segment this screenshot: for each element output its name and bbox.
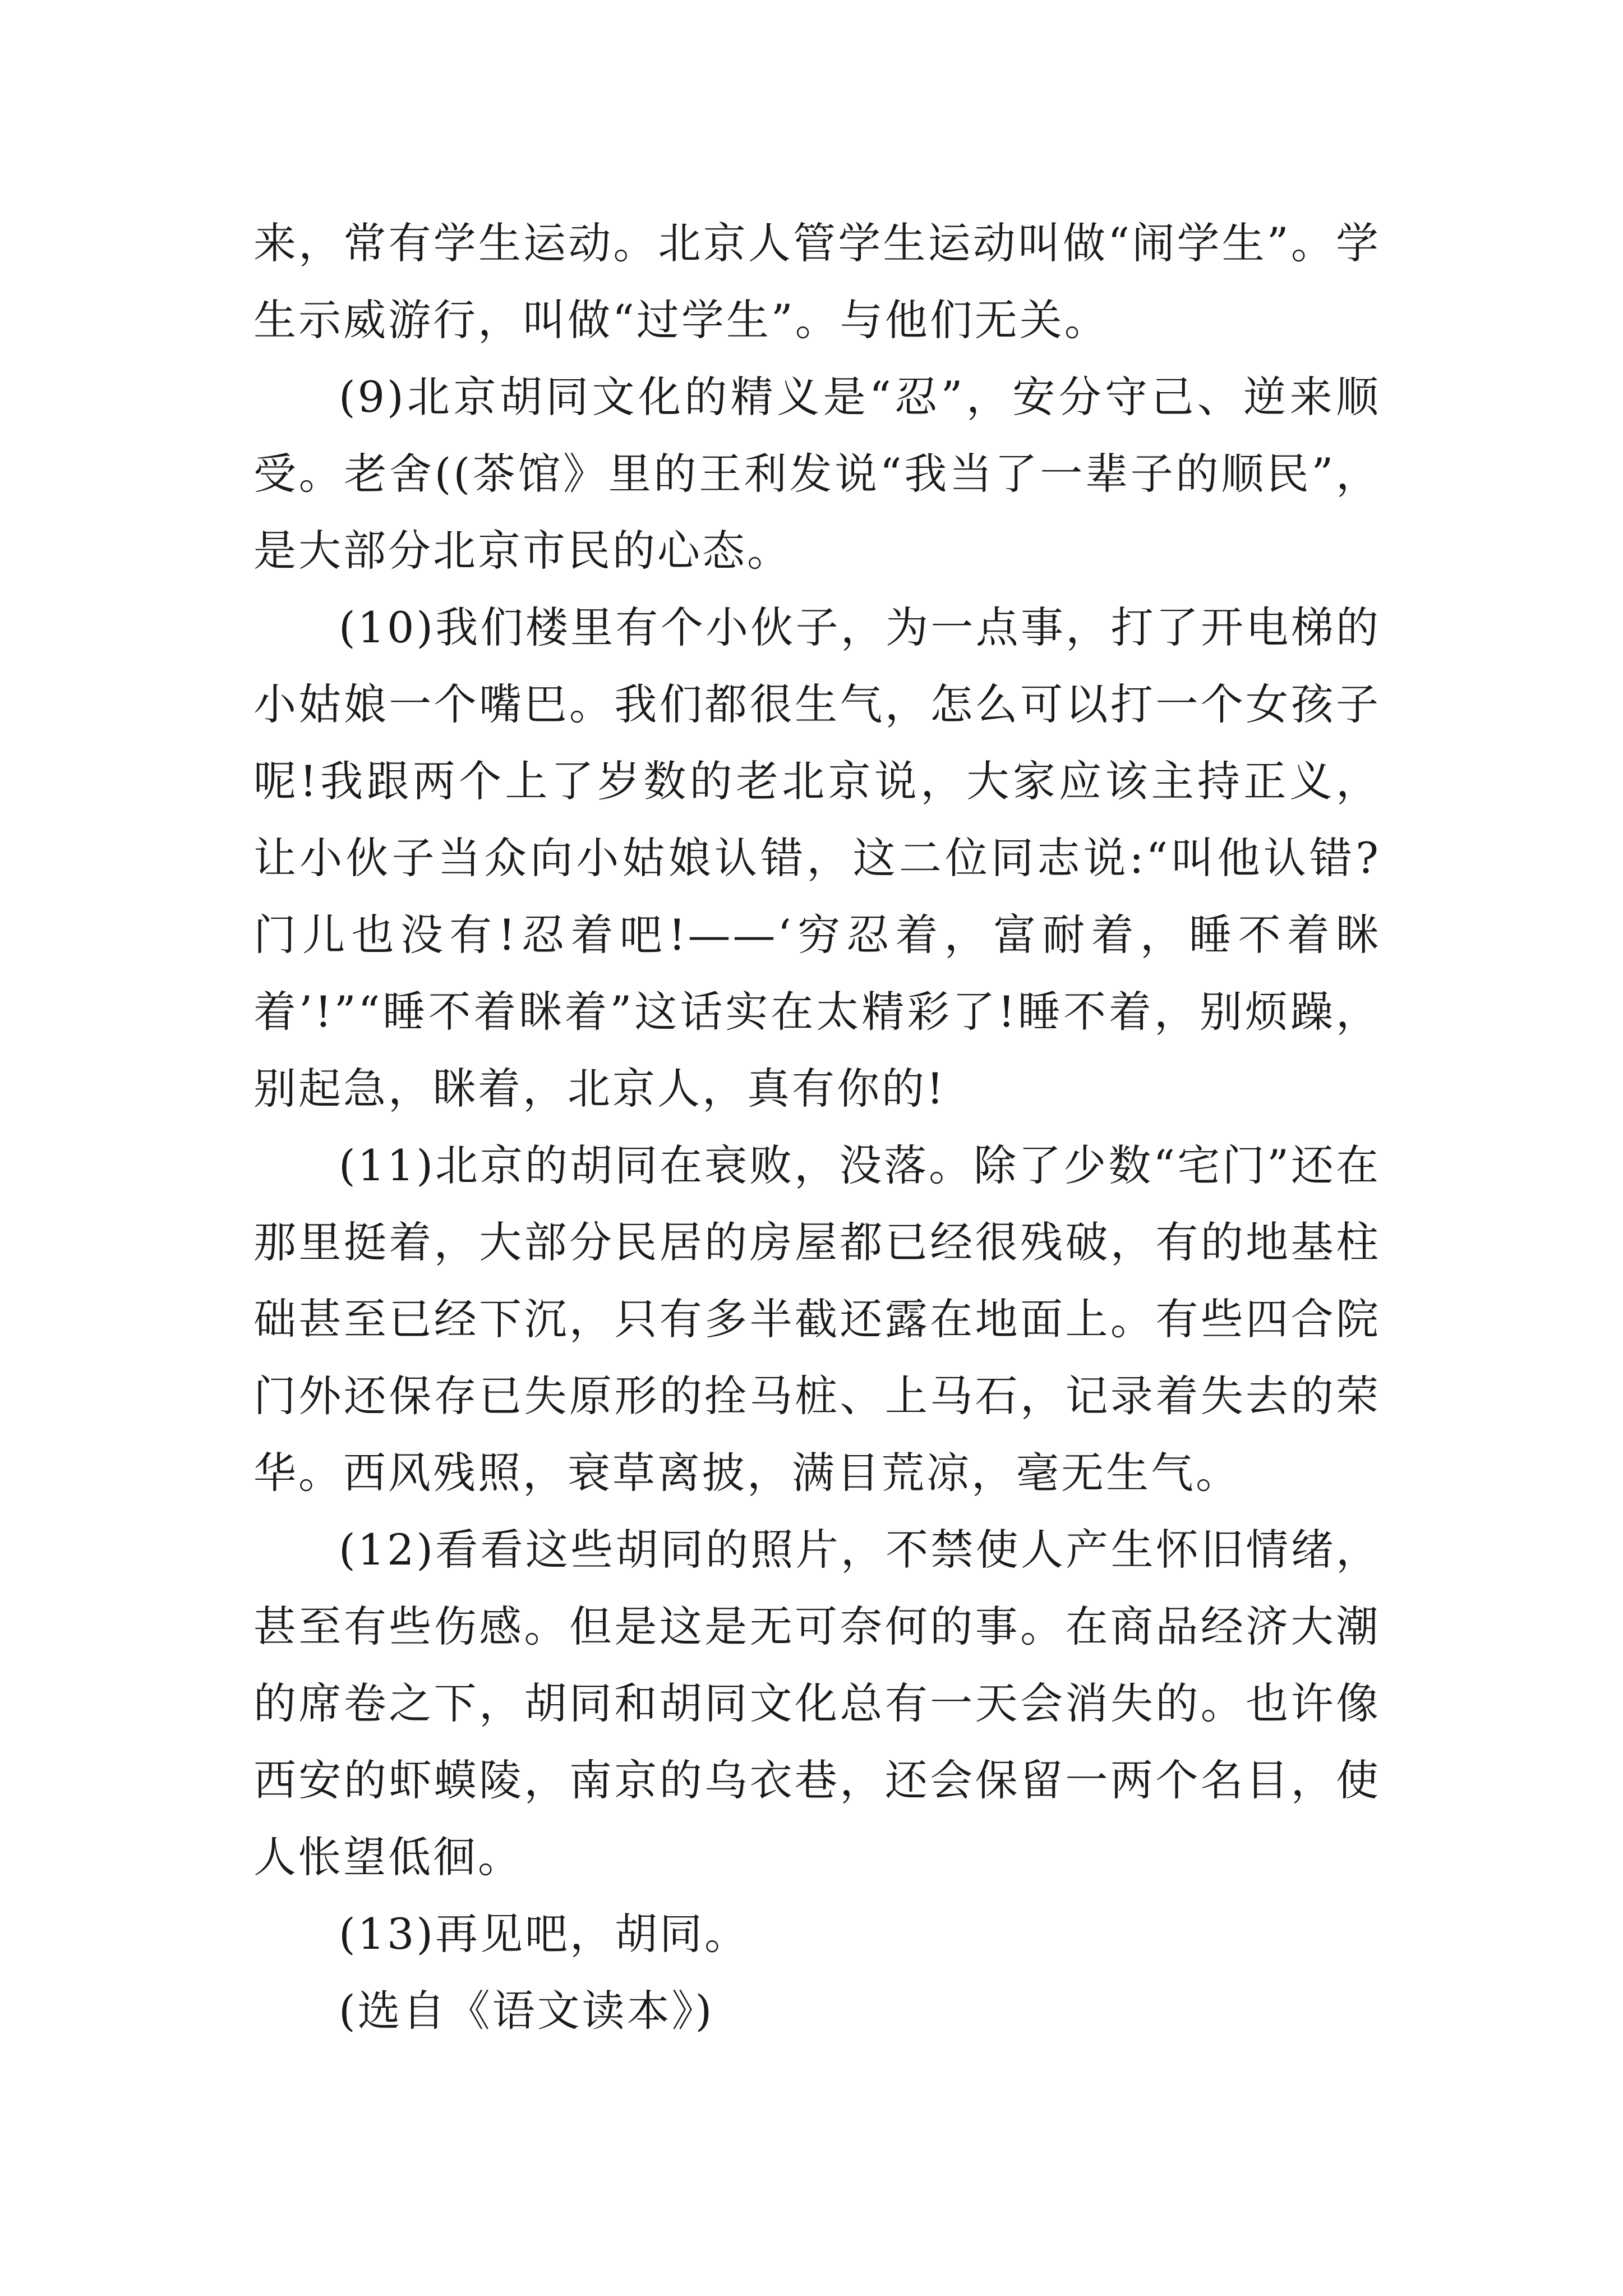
source-note: (选自《语文读本》) bbox=[339, 1986, 714, 2036]
paragraph-12: (12)看看这些胡同的照片，不禁使人产生怀旧情绪，甚至有些伤感。但是这是无可奈何的事。在商品经济大潮的席卷之下，胡同和胡同文化总有一天会消失的。也许像西安的虾蟆陵，南京的乌衣巷，还会保留一两个名目，使人怅望低徊。 bbox=[253, 1525, 1381, 1882]
paragraph-11: (11)北京的胡同在衰败，没落。除了少数“宅门”还在那里挺着，大部分民居的房屋都已经很残破，有的地基柱础甚至已经下沉，只有多半截还露在地面上。有些四合院门外还保存已失原形的拴马桩、上马石，记录着失去的荣华。西风残照，衰草离披，满目荒凉，毫无生气。 bbox=[253, 1140, 1381, 1498]
paragraph-9: (9)北京胡同文化的精义是“忍”，安分守己、逆来顺受。老舍((茶馆》里的王利发说“我当了一辈子的顺民”，是大部分北京市民的心态。 bbox=[253, 372, 1381, 576]
body-text bbox=[253, 205, 1381, 2049]
paragraph-13: (13)再见吧，胡同。 bbox=[339, 1909, 750, 1959]
paragraph-continuation: 来，常有学生运动。北京人管学生运动叫做“闹学生”。学生示威游行，叫做“过学生”。与他们无关。 bbox=[253, 218, 1381, 345]
paragraph-10: (10)我们楼里有个小伙子，为一点事，打了开电梯的小姑娘一个嘴巴。我们都很生气，怎么可以打一个女孩子呢!我跟两个上了岁数的老北京说，大家应该主持正义，让小伙子当众向小姑娘认错，这二位同志说:“叫他认错?门儿也没有!忍着吧!——‘穷忍着，富耐着，睡不着眯着’!”“睡不着眯着”这话实在太精彩了!睡不着，别烦躁，别起急，眯着，北京人，真有你的! bbox=[253, 602, 1381, 1114]
